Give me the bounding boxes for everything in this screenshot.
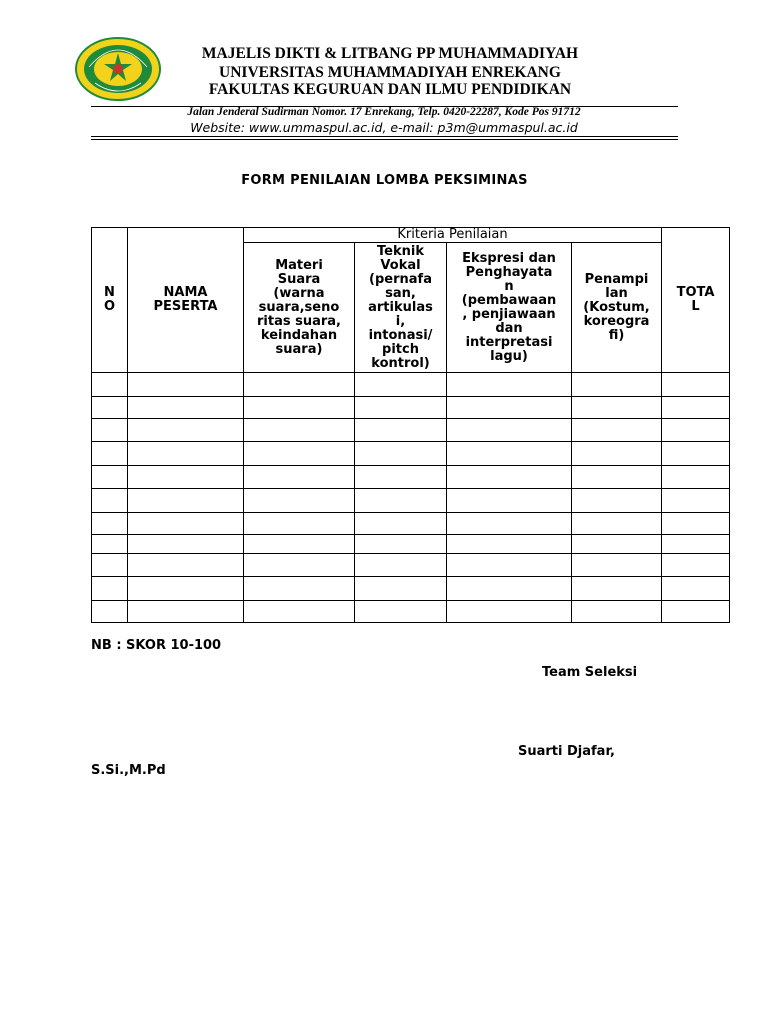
table-cell[interactable] [128,373,244,397]
table-cell[interactable] [662,535,730,554]
table-cell[interactable] [447,535,572,554]
table-row [92,577,730,601]
signatory-name: Suarti Djafar, [518,744,615,759]
table-cell[interactable] [244,577,355,601]
scoring-table [91,227,730,623]
team-label: Team Seleksi [542,665,638,680]
table-cell[interactable] [662,554,730,577]
table-cell[interactable] [355,489,447,513]
table-cell[interactable] [572,397,662,419]
table-cell[interactable] [447,513,572,535]
col-header-total: TOTA L [662,228,730,373]
table-cell[interactable] [355,373,447,397]
table-cell[interactable] [92,601,128,623]
header-address: Jalan Jenderal Sudirman Nomor. 17 Enrekang, Telp. 0420-22287, Kode Pos 91712 [187,106,581,118]
table-cell[interactable] [92,442,128,466]
table-cell[interactable] [662,442,730,466]
table-cell[interactable] [92,373,128,397]
table-cell[interactable] [244,373,355,397]
header-line-3: FAKULTAS KEGURUAN DAN ILMU PENDIDIKAN [208,81,572,98]
table-cell[interactable] [572,419,662,442]
header-line-2: UNIVERSITAS MUHAMMADIYAH ENREKANG [219,64,561,81]
table-cell[interactable] [92,577,128,601]
table-cell[interactable] [572,466,662,489]
header-rule-thick [91,136,678,137]
table-row [92,419,730,442]
table-row [92,489,730,513]
table-cell[interactable] [447,373,572,397]
table-cell[interactable] [244,397,355,419]
table-cell[interactable] [355,601,447,623]
table-cell[interactable] [244,554,355,577]
table-cell[interactable] [92,397,128,419]
table-cell[interactable] [128,489,244,513]
table-cell[interactable] [128,601,244,623]
table-cell[interactable] [244,535,355,554]
table-cell[interactable] [447,466,572,489]
table-cell[interactable] [447,601,572,623]
table-row [92,466,730,489]
table-cell[interactable] [662,373,730,397]
table-row [92,513,730,535]
table-cell[interactable] [662,419,730,442]
table-cell[interactable] [662,397,730,419]
table-cell[interactable] [572,554,662,577]
table-cell[interactable] [572,373,662,397]
table-cell[interactable] [92,554,128,577]
table-cell[interactable] [244,513,355,535]
table-cell[interactable] [572,513,662,535]
table-cell[interactable] [92,419,128,442]
table-cell[interactable] [447,554,572,577]
table-cell[interactable] [244,442,355,466]
table-row [92,373,730,397]
table-row [92,535,730,554]
table-cell[interactable] [244,601,355,623]
table-cell[interactable] [128,577,244,601]
table-cell[interactable] [128,419,244,442]
table-cell[interactable] [128,442,244,466]
col-header-nama: NAMA PESERTA [128,228,244,373]
col-header-penampilan: Penampi lan (Kostum, koreogra fi) [572,243,662,373]
table-cell[interactable] [662,601,730,623]
table-cell[interactable] [355,466,447,489]
col-header-ekspresi: Ekspresi dan Penghayata n (pembawaan , penjiawaan dan interpretasi lagu) [447,243,572,373]
table-cell[interactable] [662,513,730,535]
table-cell[interactable] [244,419,355,442]
table-cell[interactable] [92,489,128,513]
table-cell[interactable] [355,513,447,535]
table-cell[interactable] [662,489,730,513]
table-cell[interactable] [447,419,572,442]
table-cell[interactable] [447,397,572,419]
table-row [92,554,730,577]
form-title: FORM PENILAIAN LOMBA PEKSIMINAS [241,173,528,188]
table-cell[interactable] [128,466,244,489]
table-cell[interactable] [355,442,447,466]
university-logo [75,37,161,101]
header-rule-thin [91,139,678,140]
header-line-1: MAJELIS DIKTI & LITBANG PP MUHAMMADIYAH [201,45,579,62]
table-cell[interactable] [662,466,730,489]
col-header-no: N O [92,228,128,373]
col-header-kriteria: Kriteria Penilaian [244,228,662,243]
table-cell[interactable] [447,577,572,601]
table-cell[interactable] [572,577,662,601]
table-cell[interactable] [572,489,662,513]
signatory-title: S.Si.,M.Pd [91,763,166,778]
table-cell[interactable] [355,535,447,554]
header-website: Website: www.ummaspul.ac.id, e-mail: p3m@ummaspul.ac.id [190,120,578,135]
table-cell[interactable] [92,535,128,554]
table-cell[interactable] [128,554,244,577]
table-row [92,601,730,623]
table-cell[interactable] [355,554,447,577]
table-cell[interactable] [572,442,662,466]
col-header-materi-suara: Materi Suara (warna suara,seno ritas suara, keindahan suara) [244,243,355,373]
table-cell[interactable] [128,513,244,535]
table-cell[interactable] [447,489,572,513]
table-row [92,397,730,419]
table-cell[interactable] [244,466,355,489]
table-cell[interactable] [92,513,128,535]
table-cell[interactable] [128,397,244,419]
table-cell[interactable] [662,577,730,601]
table-cell[interactable] [447,442,572,466]
table-cell[interactable] [92,466,128,489]
score-note: NB : SKOR 10-100 [91,638,222,653]
table-cell[interactable] [572,535,662,554]
col-header-teknik-vokal: Teknik Vokal (pernafa san, artikulas i, intonasi/ pitch kontrol) [355,243,447,373]
table-cell[interactable] [128,535,244,554]
table-row [92,442,730,466]
table-cell[interactable] [572,601,662,623]
table-cell[interactable] [355,577,447,601]
table-cell[interactable] [244,489,355,513]
table-cell[interactable] [355,397,447,419]
table-cell[interactable] [355,419,447,442]
